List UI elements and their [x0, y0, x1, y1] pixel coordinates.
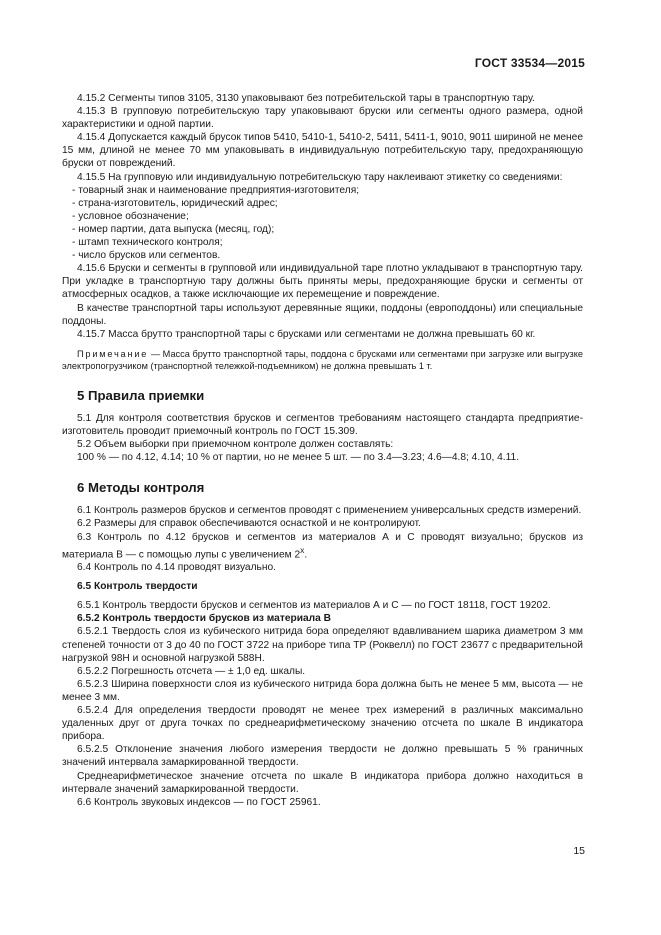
page-header: ГОСТ 33534—2015 [474, 56, 585, 70]
section-5-title: 5 Правила приемки [77, 387, 205, 403]
paragraph-4-15-4: 4.15.4 Допускается каждый брусок типов 5410, 5410-1, 5410-2, 5411, 5411-1, 9010, 9011 шириной не менее 15 мм, длиной не менее 70 мм упаковывать в индивидуальную потребительскую тару, предохраняющую бруски от повреждений. [62, 132, 583, 170]
section-6-title: 6 Методы контроля [77, 480, 205, 496]
label-list-item: - товарный знак и наименование предприятия-изготовителя; [72, 184, 360, 196]
paragraph-6-5-2-1: 6.5.2.1 Твердость слоя из кубического нитрида бора определяют вдавливанием шарика диаметром 3 мм степеней точности от 3 до 40 по ГОСТ 3722 на приборе типа ТР (Роквелл) по ГОСТ 23677 с предварительной нагрузкой 98Н и основной нагрузкой 588Н. [62, 626, 583, 664]
paragraph-6-1: 6.1 Контроль размеров брусков и сегментов проводят с применением универсальных средств измерений. [77, 505, 582, 517]
paragraph-6-5-2-3: 6.5.2.3 Ширина поверхности слоя из кубического нитрида бора должна быть не менее 5 мм, высота — не менее 3 мм. [62, 678, 583, 703]
label-list-item: - условное обозначение; [72, 210, 189, 222]
note [62, 348, 583, 372]
paragraph-5-2: 5.2 Объем выборки при приемочном контроле должен составлять: [77, 439, 394, 451]
note-label: Примечание [77, 348, 149, 359]
subsection-6-5-2-title: 6.5.2 Контроль твердости брусков из материала В [77, 613, 331, 625]
paragraph-6-3-text: 6.3 Контроль по 4.12 брусков и сегментов из материалов А и С проводят визуально; брусков из материала В — с помощью лупы с увеличением 2 [62, 531, 583, 561]
label-list-item: - штамп технического контроля; [72, 237, 223, 249]
paragraph-average-value: Среднеарифметическое значение отсчета по шкале В индикатора прибора должно находиться в интервале значений замаркированной твердости. [62, 770, 583, 795]
paragraph-6-5-2-4: 6.5.2.4 Для определения твердости проводят не менее трех измерений в различных максимально удаленных друг от друга точках по среднеарифметическому значению отсчета по шкале В индикатора прибора. [62, 705, 583, 743]
paragraph-6-5-1: 6.5.1 Контроль твердости брусков и сегментов из материалов А и С — по ГОСТ 18118, ГОСТ 19202. [77, 600, 551, 612]
paragraph-6-5-2-5: 6.5.2.5 Отклонение значения любого измерения твердости не должно превышать 5 % граничных значений интервала замаркированной твердости. [62, 744, 583, 769]
paragraph-6-2: 6.2 Размеры для справок обеспечиваются оснасткой и не контролируют. [77, 518, 421, 530]
paragraph-4-15-6: 4.15.6 Бруски и сегменты в групповой или индивидуальной таре плотно укладывают в транспортную тару. При укладке в транспортную тару должны быть приняты меры, предохраняющие бруски и сегменты от атмосферных осадков, а также исключающие их перемещение и повреждение. [62, 263, 583, 301]
paragraph-4-15-2: 4.15.2 Сегменты типов 3105, 3130 упаковывают без потребительской тары в транспортную тару. [77, 93, 535, 104]
paragraph-transport-tare: В качестве транспортной тары используют деревянные ящики, поддоны (европоддоны) или специальные поддоны. [62, 302, 583, 327]
magnification-superscript: х [300, 544, 305, 555]
label-list-item: - номер партии, дата выпуска (месяц, год); [72, 223, 275, 235]
paragraph-6-3 [62, 531, 583, 562]
note-text: — Масса брутто транспортной тары, поддона с брусками или сегментами при загрузке или выгрузке электропогрузчиком (транспортной тележкой-подъемником) не должна превышать 1 т. [62, 348, 583, 371]
paragraph-4-15-5: 4.15.5 На групповую или индивидуальную потребительскую тару наклеивают этикетку со сведениями: [77, 171, 563, 183]
subsection-6-5-title: 6.5 Контроль твердости [77, 581, 198, 593]
paragraph-6-6: 6.6 Контроль звуковых индексов — по ГОСТ 25961. [77, 796, 321, 808]
paragraph-6-5-2-2: 6.5.2.2 Погрешность отсчета — ± 1,0 ед. шкалы. [77, 665, 306, 677]
label-list-item: - страна-изготовитель, юридический адрес; [72, 197, 278, 209]
paragraph-5-1: 5.1 Для контроля соответствия брусков и сегментов требованиям настоящего стандарта предприятие-изготовитель проводит приемочный контроль по ГОСТ 15.309. [62, 412, 583, 438]
paragraph-6-3-end: . [304, 549, 308, 561]
paragraph-5-2-values: 100 % — по 4.12, 4.14; 10 % от партии, но не менее 5 шт. — по 3.4—3.23; 4.6—4.8; 4.10, 4.11. [77, 452, 520, 464]
page-number: 15 [573, 845, 585, 857]
paragraph-4-15-3: 4.15.3 В групповую потребительскую тару упаковывают бруски или сегменты одного размера, одной характеристики и одной партии. [62, 106, 583, 131]
label-list-item: - число брусков или сегментов. [72, 250, 221, 262]
page-body [62, 92, 583, 809]
paragraph-6-4: 6.4 Контроль по 4.14 проводят визуально. [77, 562, 276, 574]
paragraph-4-15-7: 4.15.7 Масса брутто транспортной тары с брусками или сегментами не должна превышать 60 кг. [77, 328, 536, 340]
